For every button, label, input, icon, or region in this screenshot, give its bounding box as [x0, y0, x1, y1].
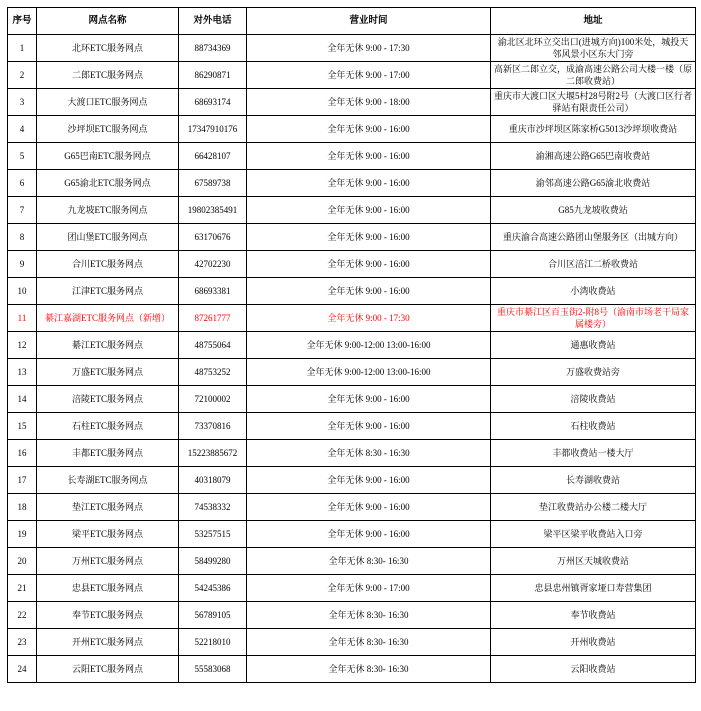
header-cell-address: 地址	[491, 8, 696, 35]
cell-address: 万州区天城收费站	[491, 548, 696, 575]
cell-name: 忠县ETC服务网点	[37, 575, 179, 602]
cell-name: 万盛ETC服务网点	[37, 359, 179, 386]
cell-address: 奉节收费站	[491, 602, 696, 629]
cell-hours: 全年无休 9:00-12:00 13:00-16:00	[247, 359, 491, 386]
cell-hours: 全年无休 9:00 - 16:00	[247, 251, 491, 278]
cell-index: 20	[8, 548, 37, 575]
cell-phone: 88734369	[179, 35, 247, 62]
cell-name: 江津ETC服务网点	[37, 278, 179, 305]
cell-phone: 72100002	[179, 386, 247, 413]
cell-phone: 58499280	[179, 548, 247, 575]
header-row	[8, 8, 696, 35]
table-row	[8, 143, 696, 170]
cell-index: 5	[8, 143, 37, 170]
cell-index: 2	[8, 62, 37, 89]
cell-index: 14	[8, 386, 37, 413]
table-body	[8, 35, 696, 683]
cell-address: 合川区涪江二桥收费站	[491, 251, 696, 278]
cell-index: 13	[8, 359, 37, 386]
cell-phone: 55583068	[179, 656, 247, 683]
cell-phone: 73370816	[179, 413, 247, 440]
cell-name: 合川ETC服务网点	[37, 251, 179, 278]
table-row	[8, 332, 696, 359]
table-row	[8, 116, 696, 143]
table-row	[8, 602, 696, 629]
cell-index: 19	[8, 521, 37, 548]
cell-index: 16	[8, 440, 37, 467]
cell-index: 23	[8, 629, 37, 656]
cell-phone: 68693174	[179, 89, 247, 116]
table-row	[8, 278, 696, 305]
cell-hours: 全年无休 9:00 - 16:00	[247, 170, 491, 197]
cell-address: 小湾收费站	[491, 278, 696, 305]
cell-address: 高新区二郎立交，成渝高速公路公司大楼一楼（原二郎收费站）	[491, 62, 696, 89]
cell-name: 长寿湖ETC服务网点	[37, 467, 179, 494]
table-row	[8, 575, 696, 602]
cell-name: 奉节ETC服务网点	[37, 602, 179, 629]
cell-address: 万盛收费站旁	[491, 359, 696, 386]
cell-name: 綦江ETC服务网点	[37, 332, 179, 359]
cell-phone: 40318079	[179, 467, 247, 494]
header-cell-hours: 营业时间	[247, 8, 491, 35]
cell-phone: 66428107	[179, 143, 247, 170]
cell-hours: 全年无休 9:00 - 17:30	[247, 35, 491, 62]
table-row	[8, 170, 696, 197]
table-row	[8, 305, 696, 332]
cell-name: 万州ETC服务网点	[37, 548, 179, 575]
table-row	[8, 548, 696, 575]
cell-hours: 全年无休 9:00 - 16:00	[247, 197, 491, 224]
cell-address: 长寿湖收费站	[491, 467, 696, 494]
cell-name: 开州ETC服务网点	[37, 629, 179, 656]
cell-hours: 全年无休 8:30 - 16:30	[247, 440, 491, 467]
cell-index: 12	[8, 332, 37, 359]
cell-address: 重庆市沙坪坝区陈家桥G5013沙坪坝收费站	[491, 116, 696, 143]
cell-name: G65巴南ETC服务网点	[37, 143, 179, 170]
cell-phone: 63170676	[179, 224, 247, 251]
cell-name: 涪陵ETC服务网点	[37, 386, 179, 413]
etc-service-table	[7, 7, 696, 683]
header-cell-phone: 对外电话	[179, 8, 247, 35]
cell-name: 大渡口ETC服务网点	[37, 89, 179, 116]
cell-address: 云阳收费站	[491, 656, 696, 683]
cell-phone: 53257515	[179, 521, 247, 548]
cell-phone: 42702230	[179, 251, 247, 278]
cell-name: 石柱ETC服务网点	[37, 413, 179, 440]
cell-address: 涪陵收费站	[491, 386, 696, 413]
cell-phone: 52218010	[179, 629, 247, 656]
cell-phone: 87261777	[179, 305, 247, 332]
cell-phone: 74538332	[179, 494, 247, 521]
cell-index: 4	[8, 116, 37, 143]
cell-hours: 全年无休 9:00 - 16:00	[247, 224, 491, 251]
cell-phone: 48753252	[179, 359, 247, 386]
cell-address: 重庆市綦江区百玉街2-附8号（渝南市场老干局家属楼旁）	[491, 305, 696, 332]
cell-phone: 56789105	[179, 602, 247, 629]
table-row	[8, 629, 696, 656]
cell-hours: 全年无休 9:00-12:00 13:00-16:00	[247, 332, 491, 359]
table-row	[8, 35, 696, 62]
cell-index: 22	[8, 602, 37, 629]
cell-address: 石柱收费站	[491, 413, 696, 440]
cell-name: 綦江嘉湖ETC服务网点（新增）	[37, 305, 179, 332]
cell-index: 6	[8, 170, 37, 197]
table-row	[8, 467, 696, 494]
cell-phone: 15223885672	[179, 440, 247, 467]
cell-phone: 68693381	[179, 278, 247, 305]
cell-hours: 全年无休 9:00 - 17:00	[247, 62, 491, 89]
cell-name: 丰都ETC服务网点	[37, 440, 179, 467]
header-cell-name: 网点名称	[37, 8, 179, 35]
cell-index: 21	[8, 575, 37, 602]
cell-index: 10	[8, 278, 37, 305]
table-row	[8, 656, 696, 683]
table-header	[8, 8, 696, 35]
cell-phone: 86290871	[179, 62, 247, 89]
cell-phone: 19802385491	[179, 197, 247, 224]
cell-index: 18	[8, 494, 37, 521]
table-row	[8, 197, 696, 224]
cell-address: 梁平区梁平收费站入口旁	[491, 521, 696, 548]
cell-name: 垫江ETC服务网点	[37, 494, 179, 521]
table-row	[8, 440, 696, 467]
table-row	[8, 62, 696, 89]
table-row	[8, 224, 696, 251]
cell-hours: 全年无休 9:00 - 16:00	[247, 521, 491, 548]
cell-name: 云阳ETC服务网点	[37, 656, 179, 683]
cell-hours: 全年无休 9:00 - 16:00	[247, 413, 491, 440]
cell-hours: 全年无休 9:00 - 17:30	[247, 305, 491, 332]
cell-address: 通惠收费站	[491, 332, 696, 359]
cell-phone: 54245386	[179, 575, 247, 602]
table-row	[8, 494, 696, 521]
cell-address: 开州收费站	[491, 629, 696, 656]
table-row	[8, 359, 696, 386]
cell-address: 忠县忠州镇胥家垭口寿营集团	[491, 575, 696, 602]
cell-index: 9	[8, 251, 37, 278]
table-row	[8, 89, 696, 116]
cell-index: 8	[8, 224, 37, 251]
cell-index: 11	[8, 305, 37, 332]
cell-name: 九龙坡ETC服务网点	[37, 197, 179, 224]
cell-index: 1	[8, 35, 37, 62]
table-row	[8, 251, 696, 278]
header-cell-index: 序号	[8, 8, 37, 35]
cell-address: 重庆市大渡口区大堰5村28号附2号（大渡口区行者驿站有限责任公司）	[491, 89, 696, 116]
cell-phone: 67589738	[179, 170, 247, 197]
cell-hours: 全年无休 8:30- 16:30	[247, 602, 491, 629]
table-row	[8, 413, 696, 440]
table-row	[8, 521, 696, 548]
cell-name: G65渝北ETC服务网点	[37, 170, 179, 197]
cell-address: 渝邻高速公路G65渝北收费站	[491, 170, 696, 197]
cell-name: 梁平ETC服务网点	[37, 521, 179, 548]
cell-hours: 全年无休 9:00 - 16:00	[247, 116, 491, 143]
cell-hours: 全年无休 9:00 - 16:00	[247, 386, 491, 413]
cell-hours: 全年无休 9:00 - 16:00	[247, 278, 491, 305]
cell-index: 15	[8, 413, 37, 440]
cell-name: 二郎ETC服务网点	[37, 62, 179, 89]
cell-hours: 全年无休 8:30- 16:30	[247, 548, 491, 575]
cell-index: 7	[8, 197, 37, 224]
cell-hours: 全年无休 9:00 - 16:00	[247, 467, 491, 494]
cell-name: 团山堡ETC服务网点	[37, 224, 179, 251]
cell-address: 垫江收费站办公楼二楼大厅	[491, 494, 696, 521]
cell-hours: 全年无休 8:30- 16:30	[247, 656, 491, 683]
cell-name: 北环ETC服务网点	[37, 35, 179, 62]
cell-hours: 全年无休 9:00 - 16:00	[247, 494, 491, 521]
cell-index: 3	[8, 89, 37, 116]
cell-address: 重庆渝合高速公路团山堡服务区（出城方向）	[491, 224, 696, 251]
cell-name: 沙坪坝ETC服务网点	[37, 116, 179, 143]
cell-index: 24	[8, 656, 37, 683]
cell-hours: 全年无休 9:00 - 18:00	[247, 89, 491, 116]
cell-phone: 17347910176	[179, 116, 247, 143]
cell-hours: 全年无休 8:30- 16:30	[247, 629, 491, 656]
cell-hours: 全年无休 9:00 - 17:00	[247, 575, 491, 602]
cell-phone: 48755064	[179, 332, 247, 359]
cell-address: 丰都收费站一楼大厅	[491, 440, 696, 467]
cell-address: 渝湘高速公路G65巴南收费站	[491, 143, 696, 170]
table-row	[8, 386, 696, 413]
cell-index: 17	[8, 467, 37, 494]
cell-address: 渝北区北环立交出口(进城方向)100米处，城投天邻风景小区东大门旁	[491, 35, 696, 62]
cell-address: G85九龙坡收费站	[491, 197, 696, 224]
cell-hours: 全年无休 9:00 - 16:00	[247, 143, 491, 170]
